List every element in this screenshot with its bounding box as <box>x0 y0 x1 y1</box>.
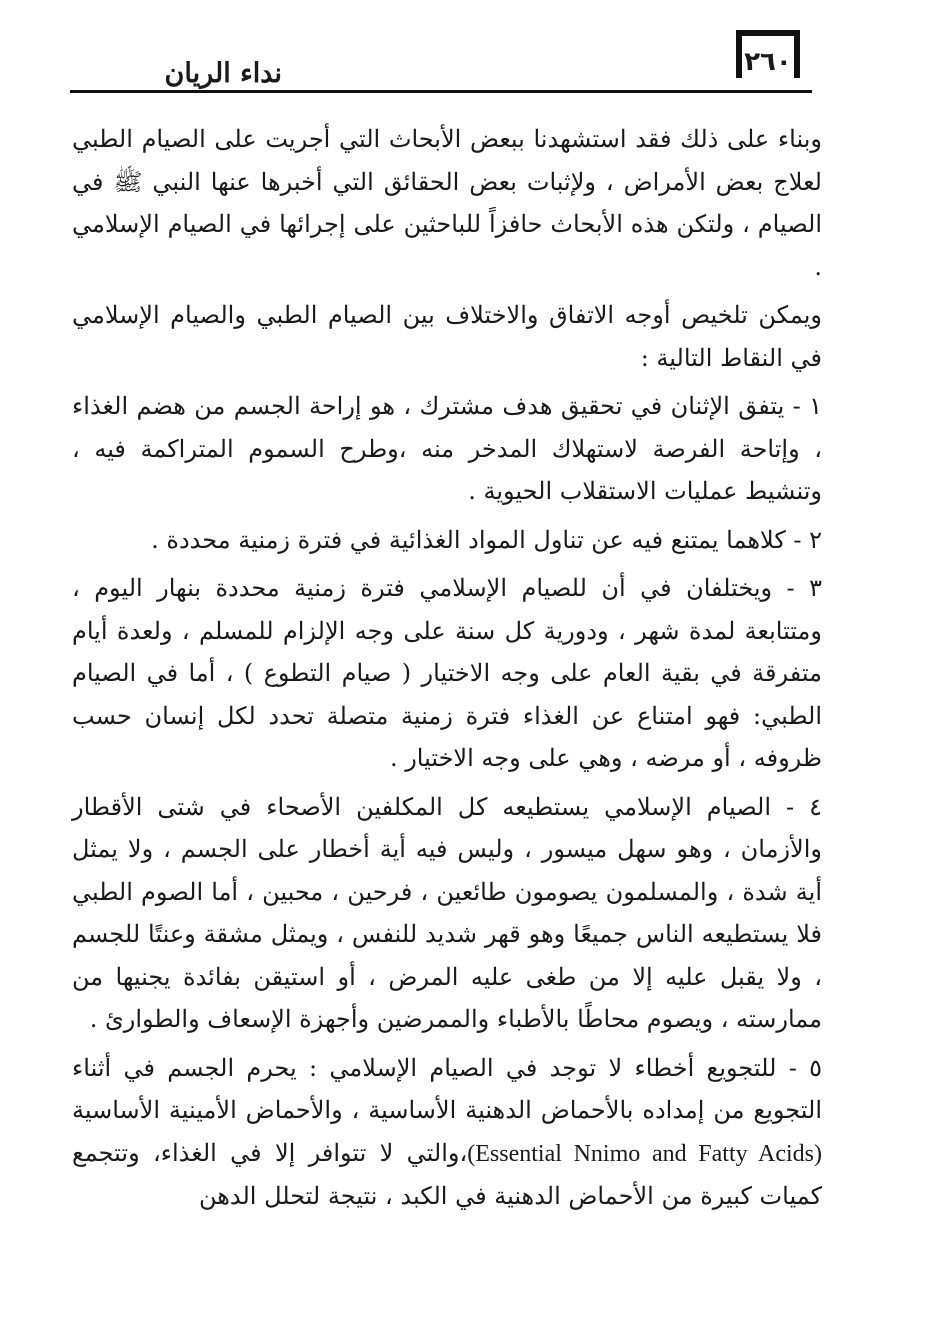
body-text <box>72 118 822 1224</box>
paragraph-intro: وبناء على ذلك فقد استشهدنا ببعض الأبحاث التي أجريت على الصيام الطبي لعلاج بعض الأمراض ، ولإثبات بعض الحقائق التي أخبرها عنها النبي ﷺ في الصيام ، ولتكن هذه الأبحاث حافزاً للباحثين على إجرائها في الصيام الإسلامي . <box>72 125 822 281</box>
page-number-box: ٢٦٠ <box>736 30 800 78</box>
paragraph-summary: ويمكن تلخيص أوجه الاتفاق والاختلاف بين الصيام الطبي والصيام الإسلامي في النقاط التالية : <box>72 301 822 372</box>
point-5-text-end: ،والتي لا تتوافر إلا في الغذاء، وتتجمع كميات كبيرة من الأحماض الدهنية في الكبد ، نتيجة لتحلل الدهن <box>72 1138 822 1210</box>
point-5-latin-term: (Essential Nnimo and Fatty Acids) <box>467 1140 822 1167</box>
point-5 <box>72 1047 822 1218</box>
running-header-title: نداء الريان <box>164 58 282 89</box>
header-rule <box>70 90 812 93</box>
point-4: ٤ - الصيام الإسلامي يستطيعه كل المكلفين الأصحاء في شتى الأقطار والأزمان ، وهو سهل ميسور ، وليس فيه أية أخطار على الجسم ، ولا يمثل أية شدة ، والمسلمون يصومون طائعين ، فرحين ، محبين ، أما الصوم الطبي فلا يستطيعه الناس جميعًا وهو قهر شديد للنفس ، ويمثل مشقة وعنتًا للجسم ، ولا يقبل عليه إلا من طغى عليه المرض ، أو استيقن بفائدة يجنيها من ممارسته ، ويصوم محاطًا بالأطباء والممرضين وأجهزة الإسعاف والطوارئ . <box>72 792 822 1033</box>
point-3: ٣ - ويختلفان في أن للصيام الإسلامي فترة زمنية محددة بنهار اليوم ، ومتتابعة لمدة شهر ، ودورية كل سنة على وجه الإلزام للمسلم ، ولعدة أيام متفرقة في بقية العام على وجه الاختيار ( صيام التطوع ) ، أما في الصيام الطبي: فهو امتناع عن الغذاء فترة زمنية متصلة تحدد لكل إنسان حسب ظروفه ، أو مرضه ، وهي على وجه الاختيار . <box>72 574 822 772</box>
point-1: ١ - يتفق الإثنان في تحقيق هدف مشترك ، هو إراحة الجسم من هضم الغذاء ، وإتاحة الفرصة لاستهلاك المدخر منه ،وطرح السموم المتراكمة فيه ، وتنشيط عمليات الاستقلاب الحيوية . <box>72 392 822 505</box>
point-5-text-start: ٥ - للتجويع أخطاء لا توجد في الصيام الإسلامي : يحرم الجسم في أثناء التجويع من إمداده بالأحماض الدهنية الأساسية ، والأحماض الأمينية الأساسية <box>72 1053 822 1124</box>
point-2: ٢ - كلاهما يمتنع فيه عن تناول المواد الغذائية في فترة زمنية محددة . <box>151 525 822 554</box>
